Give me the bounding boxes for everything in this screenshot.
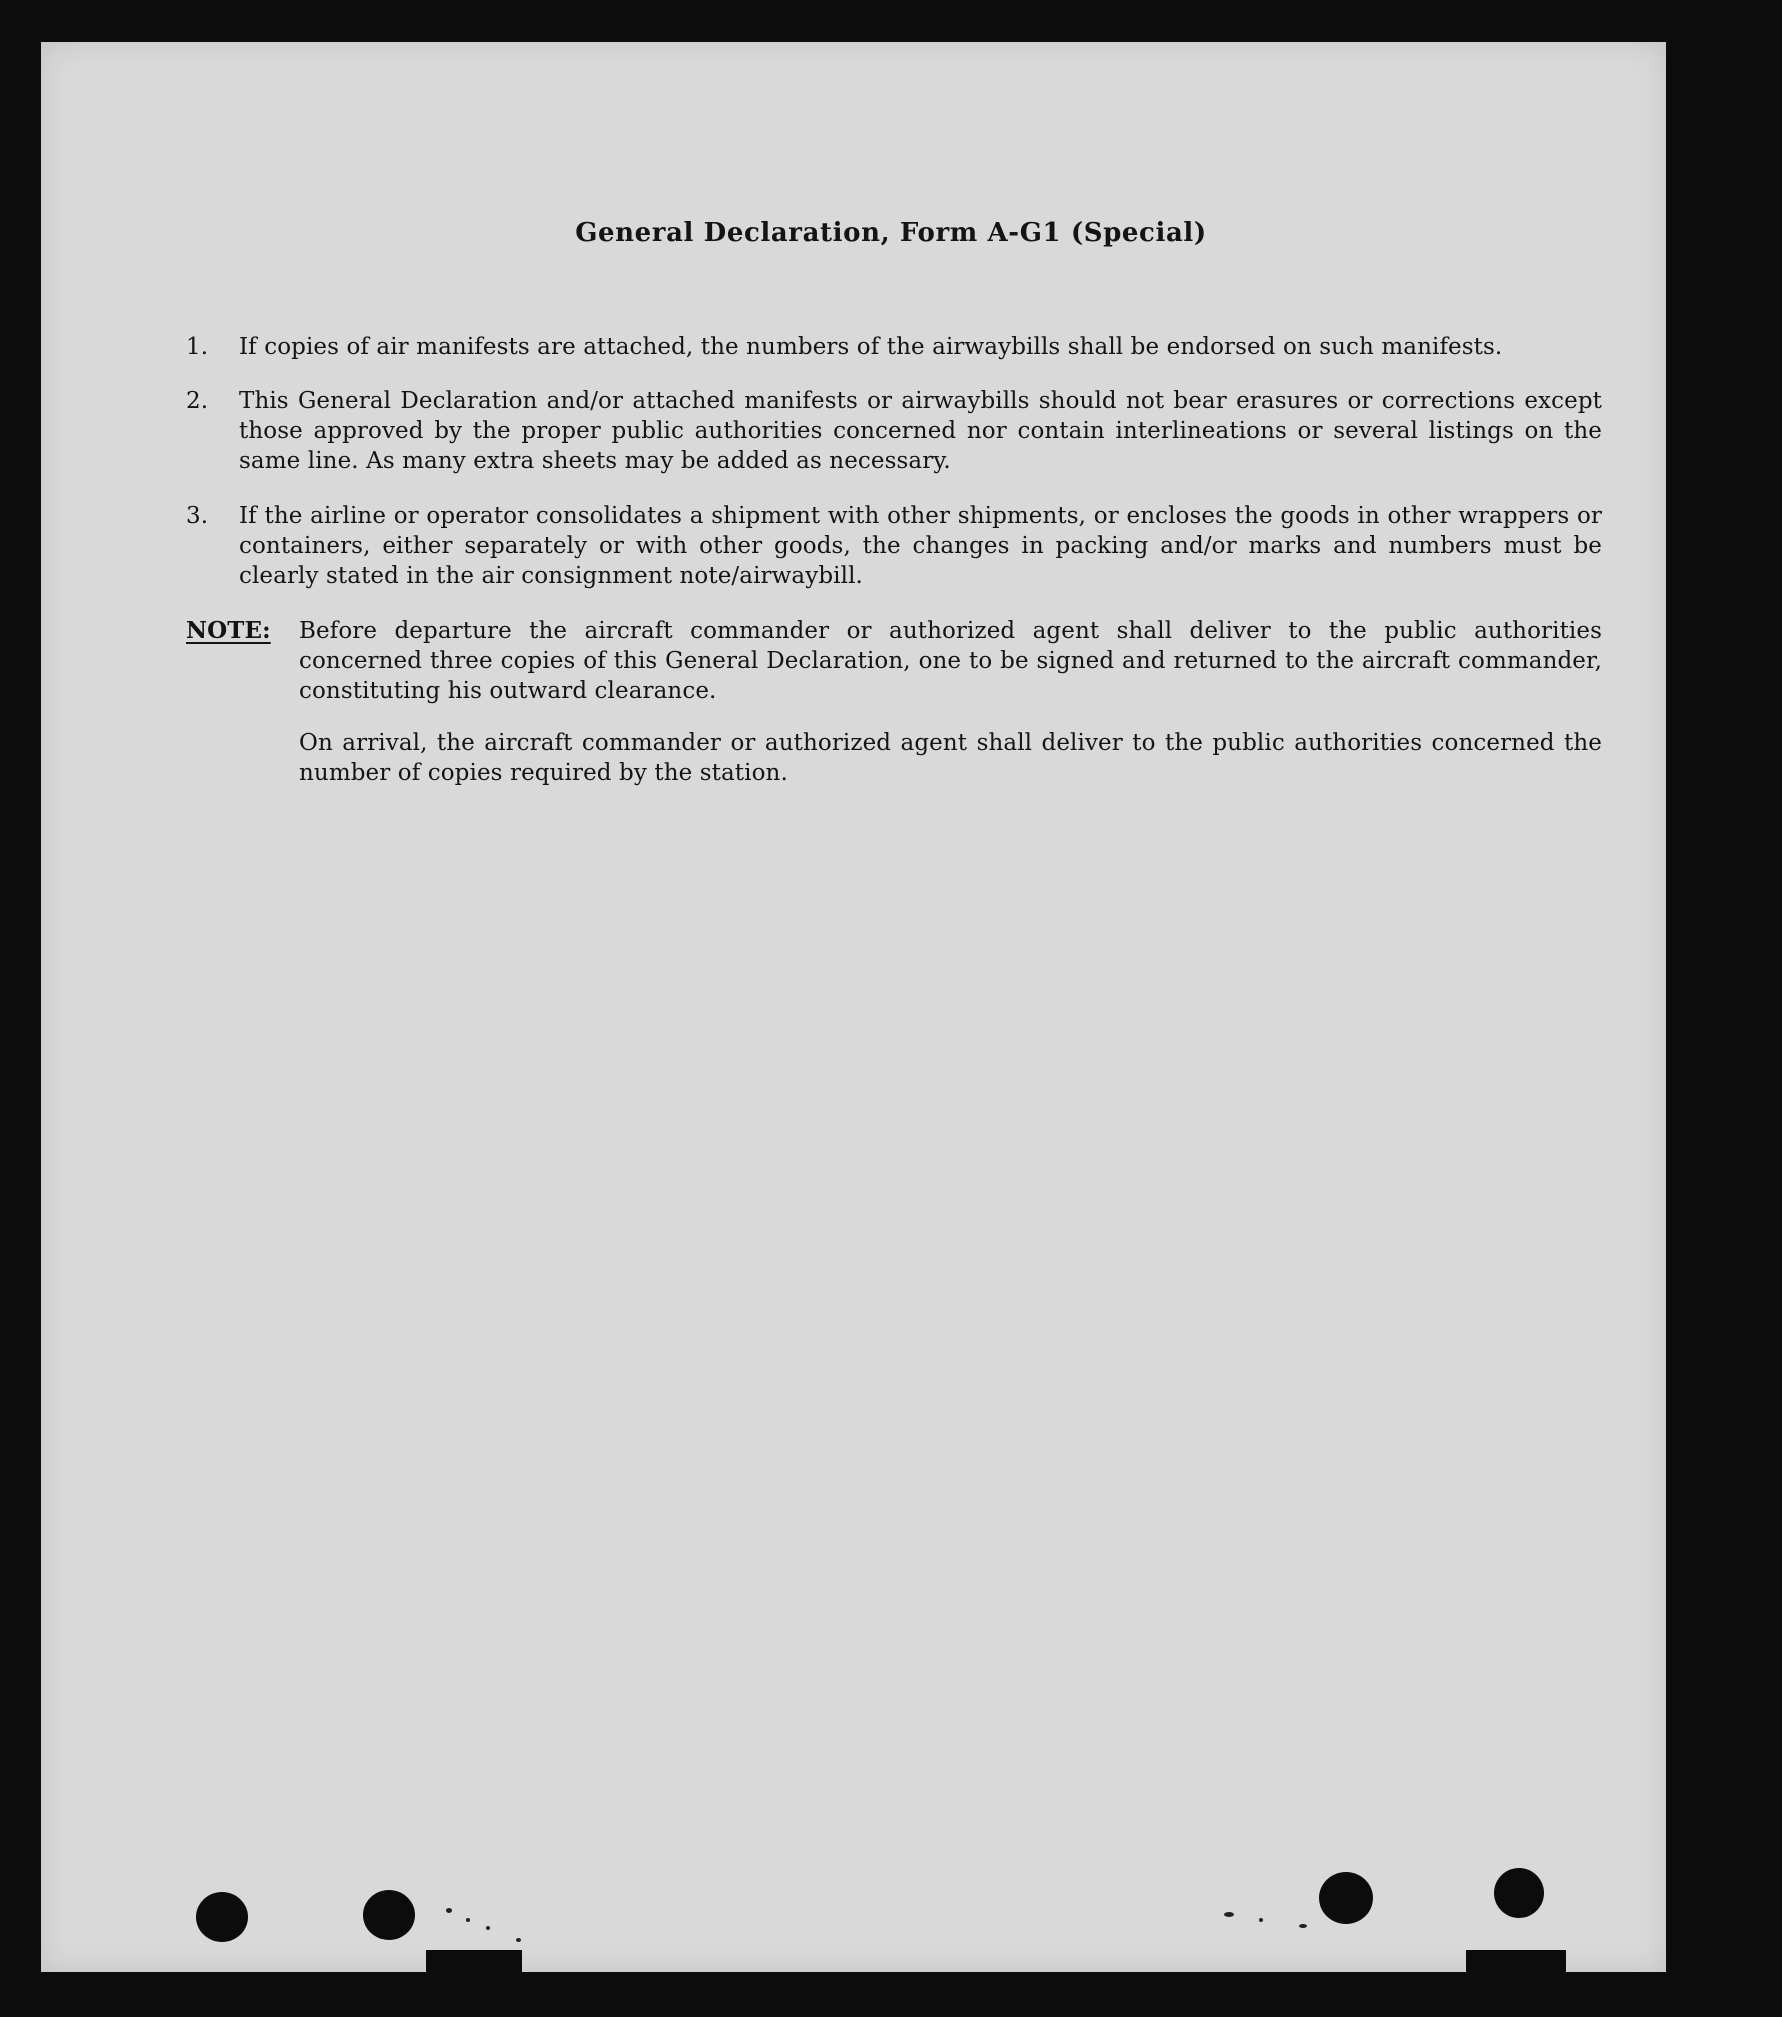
note-section <box>186 616 1602 788</box>
list-item <box>186 386 1602 476</box>
punch-hole <box>196 1892 248 1942</box>
item-text: If the airline or operator consolidates a shipment with other shipments, or encloses the goods in other wrappers or containers, either separately or with other goods, the changes in packing and/or marks and numbers must be clearly stated in the air consignment note/airwaybill. <box>239 503 1602 589</box>
list-item <box>186 501 1602 591</box>
punch-hole <box>363 1890 415 1940</box>
binding-notch <box>426 1950 522 1972</box>
note-paragraph: On arrival, the aircraft commander or authorized agent shall deliver to the public authorities concerned the number of copies required by the station. <box>299 730 1602 786</box>
punch-hole <box>1494 1868 1544 1918</box>
speck <box>1224 1912 1234 1917</box>
document-page <box>41 42 1666 1972</box>
item-text: This General Declaration and/or attached manifests or airwaybills should not bear erasures or corrections except those approved by the proper public authorities concerned nor contain interlineations or several listings on the same line. As many extra sheets may be added as necessary. <box>239 388 1602 474</box>
item-number: 2. <box>186 388 209 414</box>
speck <box>1299 1924 1307 1928</box>
speck <box>1259 1918 1263 1922</box>
punch-hole <box>1319 1872 1373 1924</box>
speck <box>466 1918 470 1922</box>
speck <box>446 1908 452 1913</box>
note-paragraph: Before departure the aircraft commander or authorized agent shall deliver to the public authorities concerned three copies of this General Declaration, one to be signed and returned to the aircraft commander, constituting his outward clearance. <box>299 618 1602 704</box>
list-item <box>186 332 1602 362</box>
note-label: NOTE: <box>186 617 271 644</box>
speck <box>516 1938 521 1942</box>
item-number: 3. <box>186 503 209 529</box>
item-text: If copies of air manifests are attached, the numbers of the airwaybills shall be endorsed on such manifests. <box>239 334 1503 360</box>
item-number: 1. <box>186 334 209 360</box>
binding-notch <box>1466 1950 1566 1972</box>
speck <box>486 1926 490 1930</box>
page-title: General Declaration, Form A-G1 (Special) <box>575 218 1207 248</box>
